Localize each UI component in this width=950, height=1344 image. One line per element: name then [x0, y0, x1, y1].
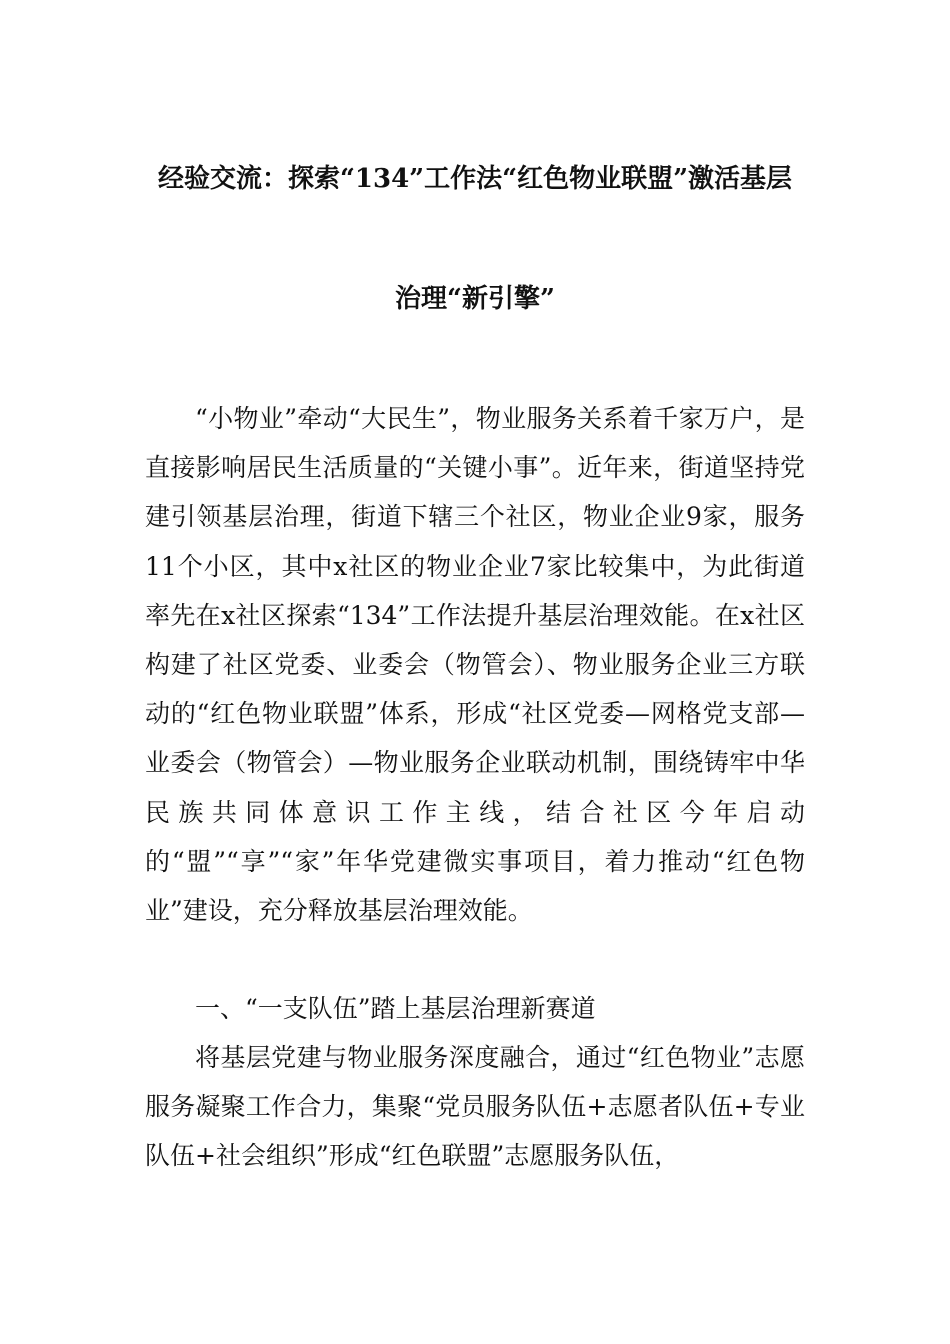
document-title-line-1: 经验交流：探索“134”工作法“红色物业联盟”激活基层 — [157, 164, 793, 194]
document-title-line-2: 治理“新引擎” — [395, 284, 555, 314]
intro-paragraph: “小物业”牵动“大民生”，物业服务关系着千家万户，是直接影响居民生活质量的“关键小事”。近年来，街道坚持党建引领基层治理，街道下辖三个社区，物业企业9家，服务11个小区，其中x社区的物业企业7家比较集中，为此街道率先在x社区探索“134”工作法提升基层治理效能。在x社区构建了社区党委、业委会（物管会）、物业服务企业三方联动的“红色物业联盟”体系，形成“社区党委—网格党支部—业委会（物管会）—物业服务企业联动机制，围绕铸牢中华民族共同体意识工作主线，结合社区今年启动的“盟”“享”“家”年华党建微实事项目，着力推动“红色物业”建设，充分释放基层治理效能。 — [145, 404, 805, 926]
section-heading-1: 一、“一支队伍”踏上基层治理新赛道 — [195, 994, 596, 1023]
section-1-paragraph: 将基层党建与物业服务深度融合，通过“红色物业”志愿服务凝聚工作合力，集聚“党员服务队伍+志愿者队伍+专业队伍+社会组织”形成“红色联盟”志愿服务队伍， — [145, 1043, 805, 1171]
